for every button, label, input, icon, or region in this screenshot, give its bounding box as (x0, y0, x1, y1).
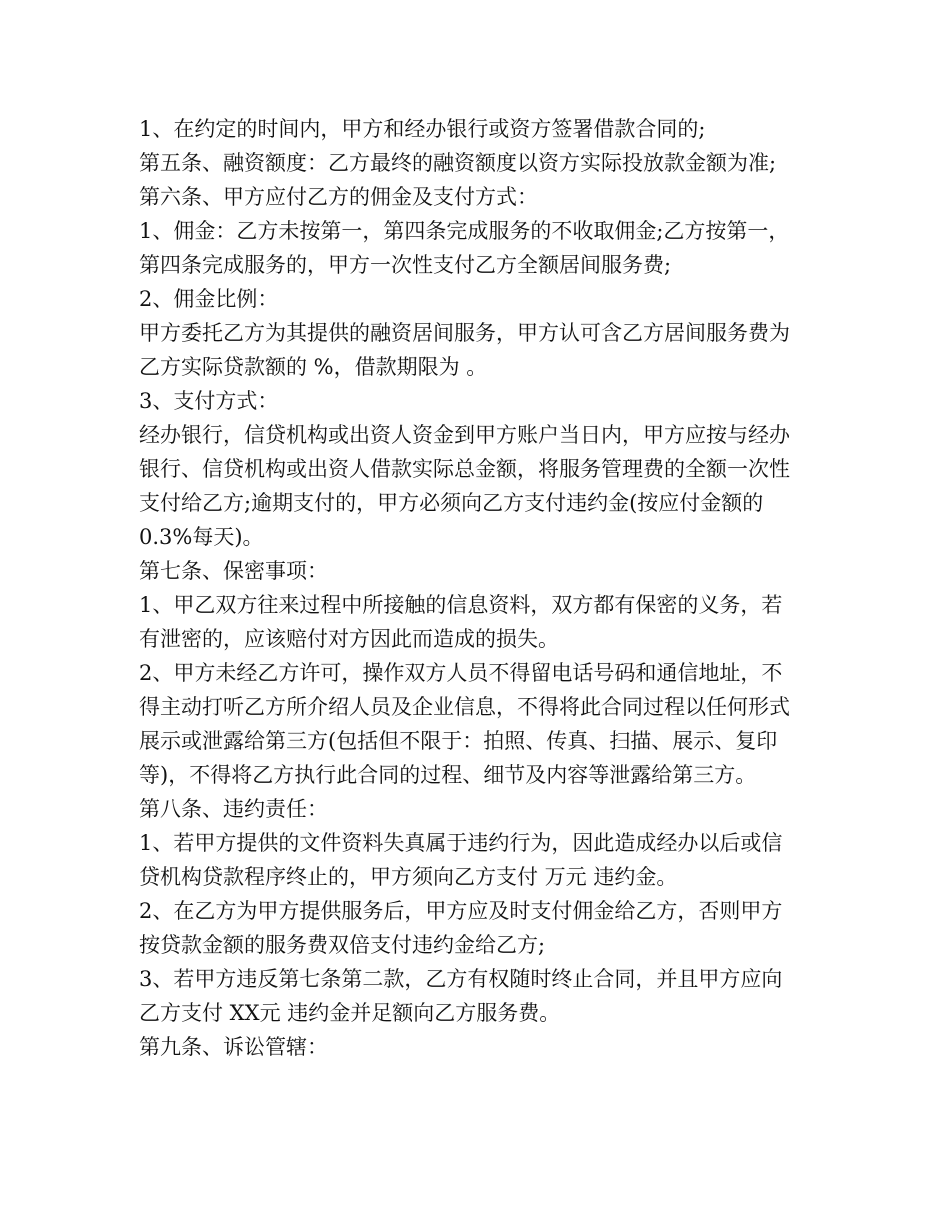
text-line: 1、佣金：乙方未按第一，第四条完成服务的不收取佣金;乙方按第一， (139, 219, 790, 243)
text-line: 支付给乙方;逾期支付的，甲方必须向乙方支付违约金(按应付金额的 (139, 491, 764, 515)
text-line: 贷机构贷款程序终止的，甲方须向乙方支付 万元 违约金。 (139, 865, 678, 889)
text-line: 第五条、融资额度：乙方最终的融资额度以资方实际投放款金额为准; (139, 151, 777, 175)
text-line: 第九条、诉讼管辖： (139, 1035, 328, 1059)
text-line: 展示或泄露给第三方(包括但不限于：拍照、传真、扫描、展示、复印 (139, 729, 778, 753)
text-line: 第七条、保密事项： (139, 559, 328, 583)
document-body (139, 112, 829, 1064)
text-line: 2、佣金比例： (139, 287, 279, 311)
text-line: 0.3%每天)。 (139, 525, 264, 549)
text-line: 1、甲乙双方往来过程中所接触的信息资料，双方都有保密的义务，若 (139, 593, 783, 617)
text-line: 乙方实际贷款额的 %，借款期限为 。 (139, 355, 488, 379)
text-line: 有泄密的，应该赔付对方因此而造成的损失。 (139, 627, 559, 651)
text-line: 按贷款金额的服务费双倍支付违约金给乙方; (139, 933, 546, 957)
text-line: 3、若甲方违反第七条第二款，乙方有权随时终止合同，并且甲方应向 (139, 967, 783, 991)
text-line: 经办银行，信贷机构或出资人资金到甲方账户当日内，甲方应按与经办 (139, 423, 790, 447)
text-line: 银行、信贷机构或出资人借款实际总金额，将服务管理费的全额一次性 (139, 457, 790, 481)
text-line: 2、甲方未经乙方许可，操作双方人员不得留电话号码和通信地址，不 (139, 661, 783, 685)
text-line: 1、若甲方提供的文件资料失真属于违约行为，因此造成经办以后或信 (139, 831, 783, 855)
text-line: 第八条、违约责任： (139, 797, 328, 821)
text-line: 3、支付方式： (139, 389, 279, 413)
text-line: 得主动打听乙方所介绍人员及企业信息，不得将此合同过程以任何形式 (139, 695, 790, 719)
text-line: 2、在乙方为甲方提供服务后，甲方应及时支付佣金给乙方，否则甲方 (139, 899, 783, 923)
text-line: 1、在约定的时间内，甲方和经办银行或资方签署借款合同的; (139, 117, 706, 141)
text-line: 第六条、甲方应付乙方的佣金及支付方式： (139, 185, 538, 209)
text-line: 乙方支付 XX元 违约金并足额向乙方服务费。 (139, 1001, 561, 1025)
text-line: 第四条完成服务的，甲方一次性支付乙方全额居间服务费; (139, 253, 672, 277)
text-line: 甲方委托乙方为其提供的融资居间服务，甲方认可含乙方居间服务费为 (139, 321, 790, 345)
text-line: 等)，不得将乙方执行此合同的过程、细节及内容等泄露给第三方。 (139, 763, 757, 787)
